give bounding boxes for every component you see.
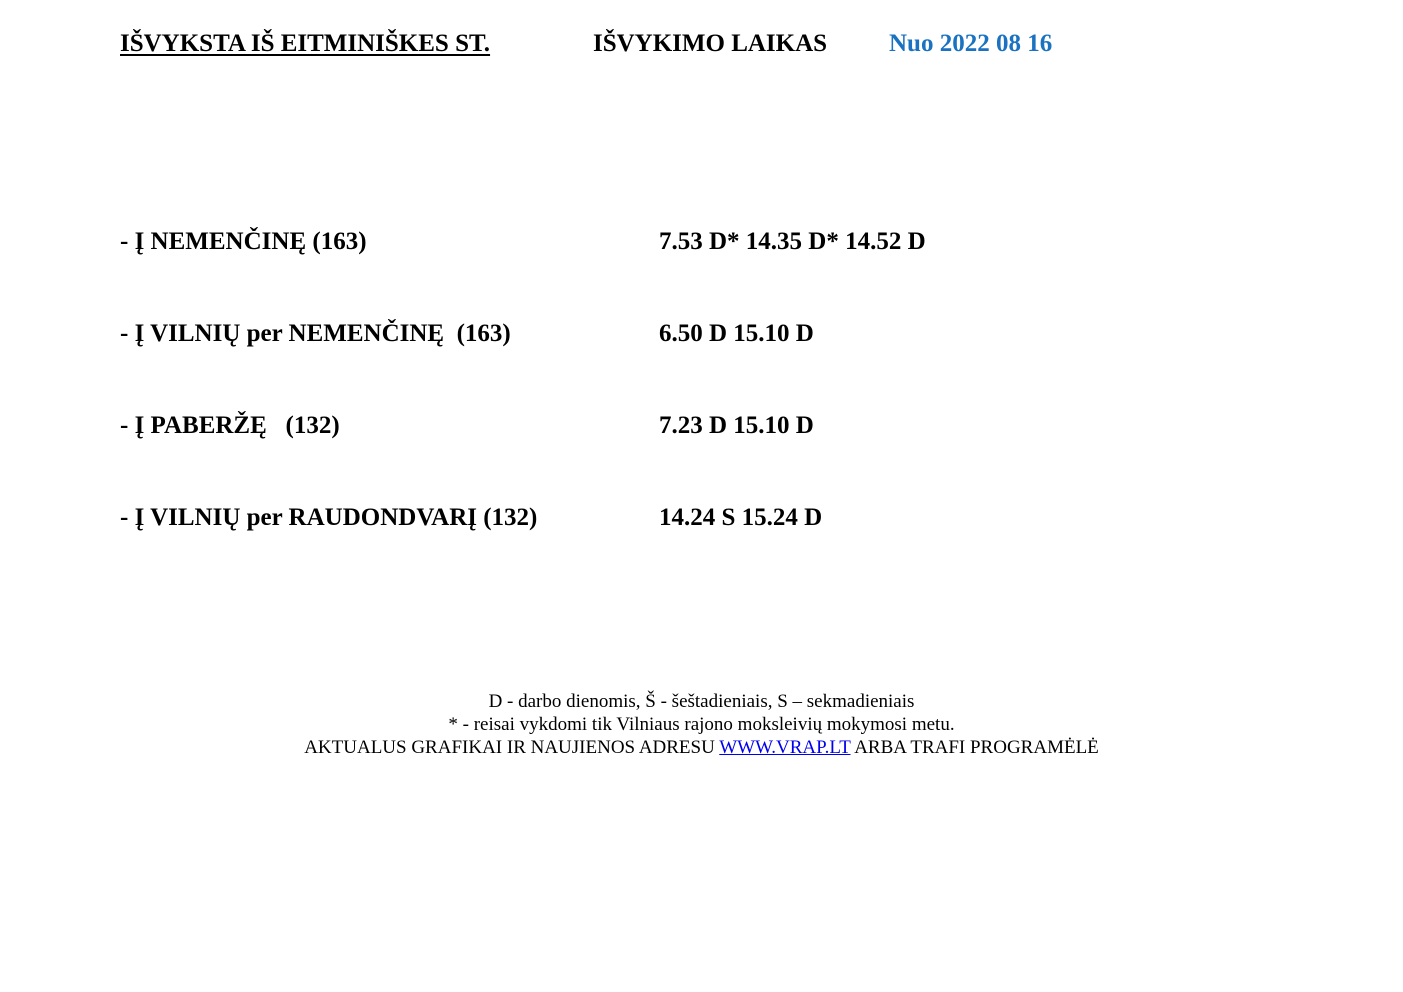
legend-line: D - darbo dienomis, Š - šeštadieniais, S – sekmadieniais bbox=[488, 691, 915, 712]
route-times: 6.50 D 15.10 D bbox=[659, 320, 814, 347]
info-prefix: AKTUALUS GRAFIKAI IR NAUJIENOS ADRESU bbox=[304, 737, 720, 758]
info-line bbox=[0, 736, 1403, 759]
route-times: 7.53 D* 14.35 D* 14.52 D bbox=[659, 228, 926, 255]
route-name: - Į VILNIŲ per RAUDONDVARĮ (132) bbox=[120, 504, 538, 531]
school-trips-note: * - reisai vykdomi tik Vilniaus rajono moksleivių mokymosi metu. bbox=[448, 714, 955, 735]
page-header bbox=[0, 30, 1403, 66]
route-row bbox=[0, 504, 1403, 596]
route-row bbox=[0, 228, 1403, 320]
route-times: 7.23 D 15.10 D bbox=[659, 412, 814, 439]
info-suffix: ARBA TRAFI PROGRAMĖLĖ bbox=[850, 737, 1099, 758]
route-list bbox=[0, 228, 1403, 596]
footer-notes bbox=[0, 690, 1403, 759]
route-name: - Į PABERŽĘ (132) bbox=[120, 412, 340, 439]
departure-station-title: IŠVYKSTA IŠ EITMINIŠKES ST. bbox=[120, 30, 491, 57]
departure-time-label: IŠVYKIMO LAIKAS bbox=[593, 30, 828, 57]
route-row bbox=[0, 412, 1403, 504]
route-name: - Į VILNIŲ per NEMENČINĘ (163) bbox=[120, 320, 511, 347]
route-name: - Į NEMENČINĘ (163) bbox=[120, 228, 367, 255]
valid-from-date: Nuo 2022 08 16 bbox=[889, 30, 1053, 57]
route-times: 14.24 S 15.24 D bbox=[659, 504, 823, 531]
route-row bbox=[0, 320, 1403, 412]
vrap-website-link[interactable]: WWW.VRAP.LT bbox=[719, 737, 851, 758]
